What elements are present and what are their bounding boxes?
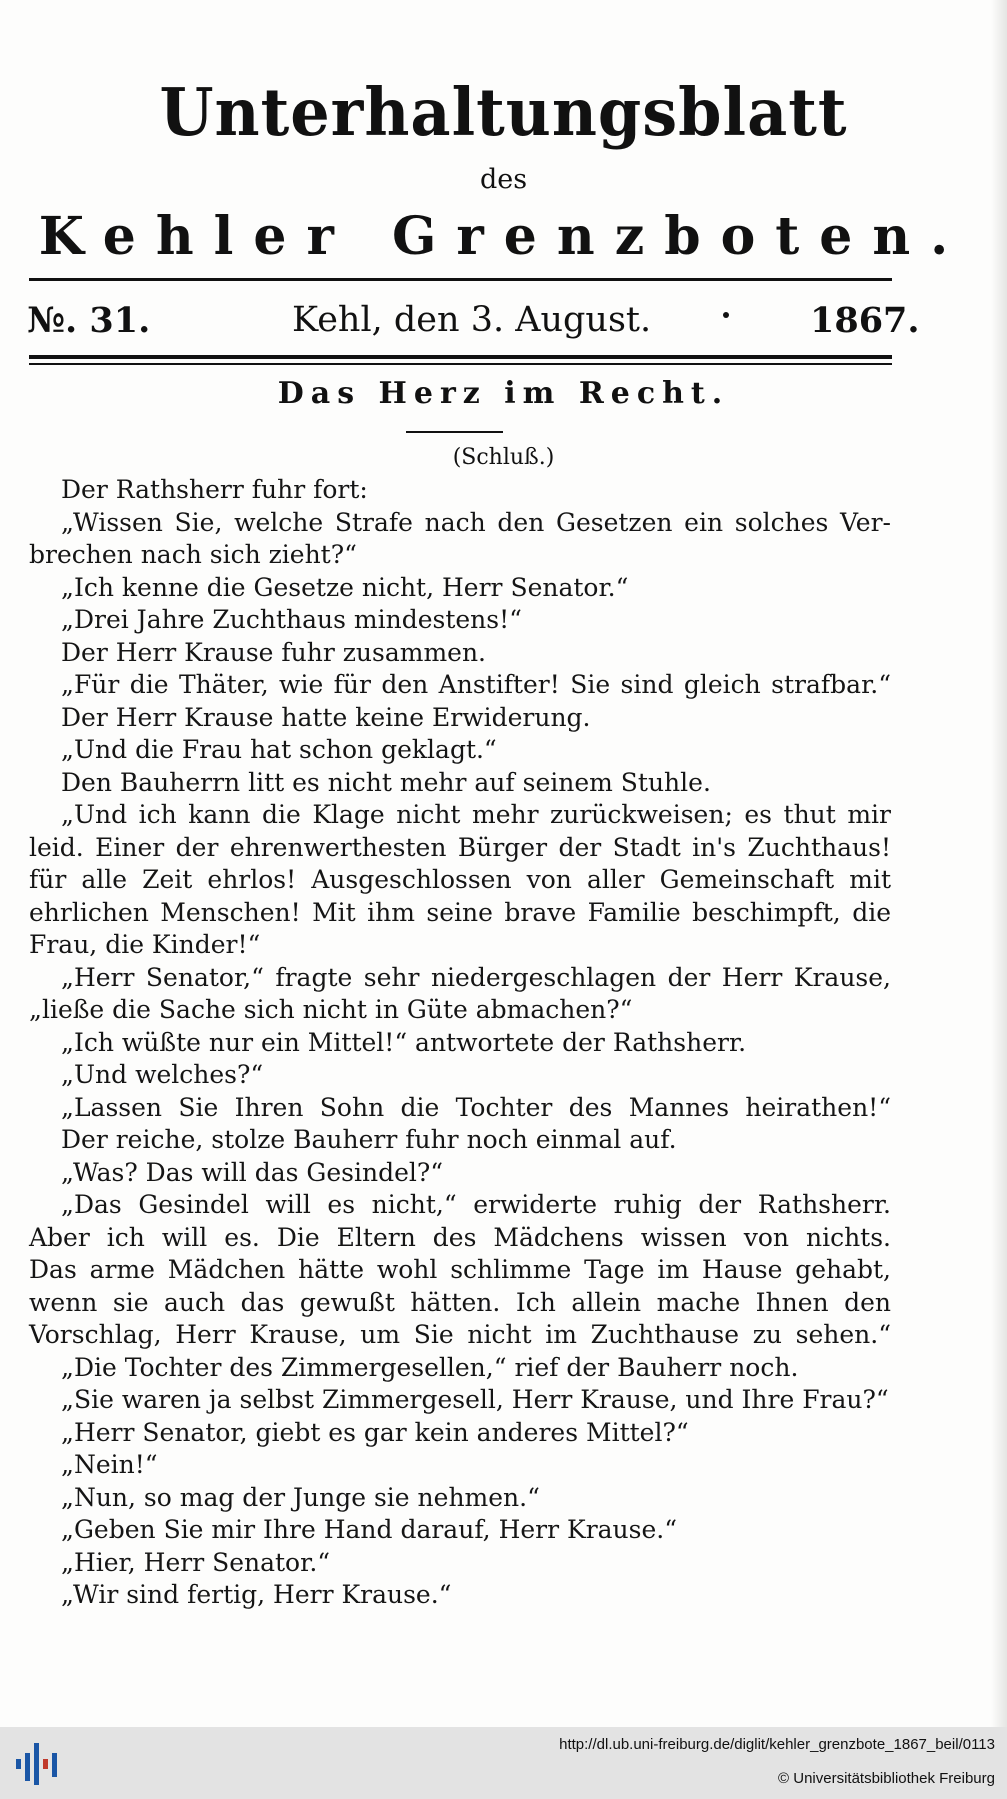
text-line: Frau, die Kinder!“ bbox=[29, 930, 261, 959]
copyright-notice: © Universitätsbibliothek Freiburg bbox=[778, 1770, 995, 1787]
text-line: Der reiche, stolze Bauherr fuhr noch einmal auf. bbox=[61, 1125, 677, 1154]
text-line: „Nein!“ bbox=[61, 1450, 158, 1479]
text-line: brechen nach sich zieht?“ bbox=[29, 540, 357, 569]
text-line: „Drei Jahre Zuchthaus mindestens!“ bbox=[61, 605, 522, 634]
text-line: Aber ich will es. Die Eltern des Mädchens wissen von nichts. bbox=[29, 1222, 891, 1252]
text-line: ehrlichen Menschen! Mit ihm seine brave Familie beschimpft, die bbox=[29, 897, 891, 927]
text-line: „Nun, so mag der Junge sie nehmen.“ bbox=[61, 1482, 540, 1512]
text-line: „Und welches?“ bbox=[61, 1060, 264, 1089]
text-line: Der Herr Krause fuhr zusammen. bbox=[61, 637, 486, 667]
masthead-top-rule bbox=[29, 278, 892, 281]
text-line: leid. Einer der ehrenwerthesten Bürger der Stadt in's Zuchthaus! bbox=[29, 832, 891, 862]
text-line: „Das Gesindel will es nicht,“ erwiderte ruhig der Rathsherr. bbox=[61, 1190, 891, 1219]
masthead-bottom-rule-thin bbox=[29, 363, 892, 365]
masthead-bottom-rule-thick bbox=[29, 355, 892, 359]
print-dot bbox=[723, 312, 729, 318]
text-line: „Ich kenne die Gesetze nicht, Herr Senator.“ bbox=[61, 572, 629, 602]
ub-freiburg-logo-icon bbox=[14, 1739, 62, 1789]
text-line: „Sie waren ja selbst Zimmergesell, Herr Krause, und Ihre Frau?“ bbox=[61, 1385, 889, 1414]
text-line: „Wissen Sie, welche Strafe nach den Gesetzen ein solches Ver- bbox=[61, 507, 891, 537]
masthead-des: des bbox=[479, 164, 528, 195]
text-line: „Was? Das will das Gesindel?“ bbox=[61, 1157, 444, 1187]
masthead-subtitle: Kehler Grenzboten. bbox=[38, 206, 969, 267]
text-line: Der Herr Krause hatte keine Erwiderung. bbox=[61, 702, 591, 732]
text-line: „Herr Senator,“ fragte sehr niedergeschlagen der Herr Krause, bbox=[61, 962, 891, 992]
text-line: „Lassen Sie Ihren Sohn die Tochter des Mannes heirathen!“ bbox=[61, 1092, 891, 1122]
text-line: „Wir sind fertig, Herr Krause.“ bbox=[61, 1580, 452, 1609]
masthead-title: Unterhaltungsblatt bbox=[159, 74, 848, 151]
issue-number: №. 31. bbox=[27, 300, 151, 341]
text-line: „Herr Senator, giebt es gar kein anderes Mittel?“ bbox=[61, 1417, 689, 1447]
text-line: „Für die Thäter, wie für den Anstifter! Sie sind gleich strafbar.“ bbox=[61, 670, 891, 699]
text-line: Den Bauherrn litt es nicht mehr auf seinem Stuhle. bbox=[61, 767, 711, 797]
text-line: „Die Tochter des Zimmergesellen,“ rief der Bauherr noch. bbox=[61, 1352, 799, 1382]
text-line: für alle Zeit ehrlos! Ausgeschlossen von aller Gemeinschaft mit bbox=[29, 865, 891, 894]
article-title: Das Herz im Recht. bbox=[277, 376, 730, 411]
article-body bbox=[29, 474, 891, 1612]
text-line: „Und die Frau hat schon geklagt.“ bbox=[61, 735, 497, 764]
text-line: wenn sie auch das gewußt hätten. Ich allein mache Ihnen den bbox=[29, 1287, 891, 1317]
text-line: „ließe die Sache sich nicht in Güte abmachen?“ bbox=[29, 995, 633, 1024]
text-line: Vorschlag, Herr Krause, um Sie nicht im Zuchthause zu sehen.“ bbox=[29, 1320, 891, 1349]
text-line: „Ich wüßte nur ein Mittel!“ antwortete der Rathsherr. bbox=[61, 1027, 747, 1057]
issue-place-date: Kehl, den 3. August. bbox=[292, 300, 652, 340]
source-url-link[interactable]: http://dl.ub.uni-freiburg.de/diglit/kehler_grenzbote_1867_beil/0113 bbox=[559, 1736, 995, 1753]
text-line: Das arme Mädchen hätte wohl schlimme Tage im Hause gehabt, bbox=[29, 1255, 891, 1284]
title-divider bbox=[406, 431, 503, 433]
article-subtitle: (Schluß.) bbox=[452, 445, 555, 470]
text-line: „Hier, Herr Senator.“ bbox=[61, 1547, 331, 1577]
text-line: „Geben Sie mir Ihre Hand darauf, Herr Krause.“ bbox=[61, 1515, 678, 1544]
viewer-footer bbox=[0, 1727, 1007, 1799]
text-line: Der Rathsherr fuhr fort: bbox=[61, 475, 368, 504]
text-line: „Und ich kann die Klage nicht mehr zurückweisen; es thut mir bbox=[61, 800, 891, 829]
issue-year: 1867. bbox=[810, 300, 920, 341]
